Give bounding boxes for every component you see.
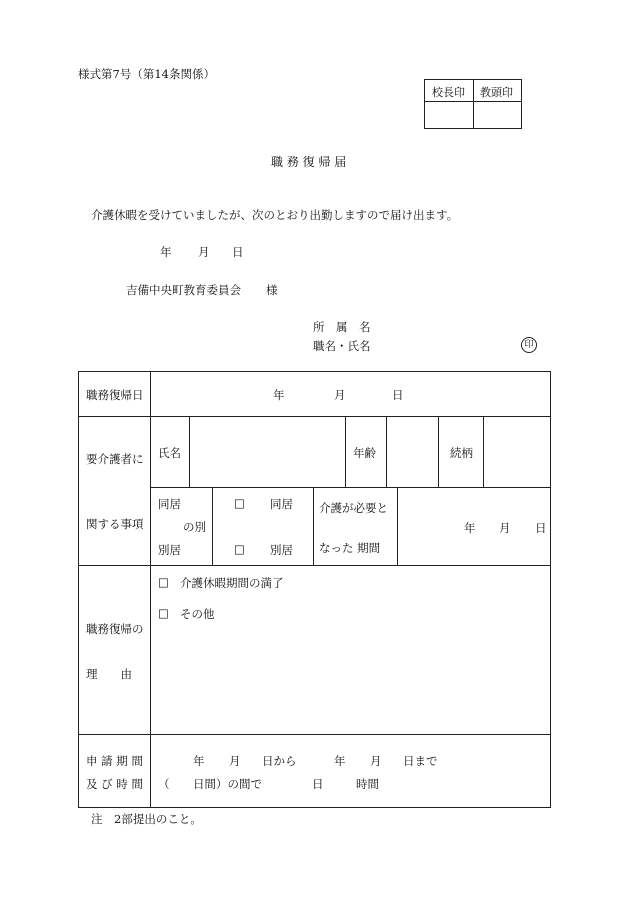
care-age-label: 年齢 (353, 446, 376, 460)
cohab-checkbox-2[interactable]: □ (234, 542, 245, 556)
period-to-day: 日まで (403, 754, 438, 768)
stamp-divider (473, 80, 474, 128)
col-line (386, 416, 387, 487)
period-day-unit: 日 (312, 777, 324, 791)
stamp-principal-label: 校長印 (432, 86, 465, 99)
cohab-label-1: 同居 (158, 497, 181, 511)
document-title: 職 務 復 帰 届 (271, 155, 347, 169)
cohab-checkbox-1[interactable]: □ (234, 496, 245, 510)
footnote: 注 2部提出のこと。 (91, 812, 202, 826)
care-period-month: 月 (499, 521, 511, 535)
care-needed-label-2: なった 期間 (319, 541, 381, 555)
care-period-year: 年 (464, 521, 476, 535)
row-line (151, 487, 550, 488)
period-from-year: 年 (193, 754, 205, 768)
period-from-day: 日から (262, 754, 297, 768)
return-form-table (78, 371, 551, 808)
care-needed-label-1: 介護が必要と (319, 501, 388, 515)
care-period-day: 日 (535, 521, 547, 535)
reason-checkbox-2[interactable]: □ (158, 606, 169, 620)
return-date-label: 職務復帰日 (86, 388, 144, 402)
col-line (189, 416, 190, 487)
period-label-1: 申 請 期 間 (86, 754, 143, 768)
stamp-header-line (425, 101, 521, 102)
col-line (345, 416, 346, 487)
period-days-open: （ (158, 777, 170, 791)
cohab-option-1: 同居 (270, 497, 293, 511)
col-line (212, 487, 213, 565)
form-number: 様式第7号（第14条関係） (78, 67, 215, 81)
seal-mark: 印 (521, 337, 537, 353)
care-relation-label: 続柄 (450, 446, 473, 460)
col-line (313, 487, 314, 565)
period-to-month: 月 (370, 754, 382, 768)
label-column-line (150, 372, 151, 807)
return-date-year: 年 (273, 388, 285, 402)
period-label-2: 及 び 時 間 (86, 777, 143, 791)
period-hour-unit: 時間 (356, 777, 379, 791)
stamp-vice-label: 教頭印 (480, 86, 513, 99)
col-line (438, 416, 439, 487)
recipient-name: 吉備中央町教育委員会 (126, 283, 241, 297)
return-date-day: 日 (392, 388, 404, 402)
period-from-month: 月 (229, 754, 241, 768)
col-line (397, 487, 398, 565)
reason-option-2: その他 (180, 607, 215, 621)
cohab-option-2: 別居 (270, 543, 293, 557)
stamp-box (424, 79, 522, 129)
care-recipient-label-1: 要介護者に (86, 452, 144, 466)
col-line (483, 416, 484, 487)
affiliation-label: 所 属 名 (313, 320, 371, 334)
cohab-label-3: 別居 (158, 543, 181, 557)
care-recipient-label-2: 関する事項 (86, 517, 144, 531)
recipient-honorific: 様 (266, 283, 278, 297)
cohab-label-2: の別 (183, 520, 206, 534)
reason-label-1: 職務復帰の (86, 622, 144, 636)
name-label: 職名・氏名 (313, 339, 371, 353)
return-date-month: 月 (334, 388, 346, 402)
date-day: 日 (232, 245, 244, 259)
body-text: 介護休暇を受けていましたが、次のとおり出勤しますので届け出ます。 (91, 208, 459, 222)
date-month: 月 (198, 245, 210, 259)
reason-option-1: 介護休暇期間の満了 (180, 576, 284, 590)
date-year: 年 (160, 245, 172, 259)
period-to-year: 年 (334, 754, 346, 768)
reason-checkbox-1[interactable]: □ (158, 575, 169, 589)
care-name-label: 氏名 (158, 446, 181, 460)
reason-label-2: 理 由 (86, 667, 132, 681)
period-days-close: 日間）の間で (193, 777, 262, 791)
